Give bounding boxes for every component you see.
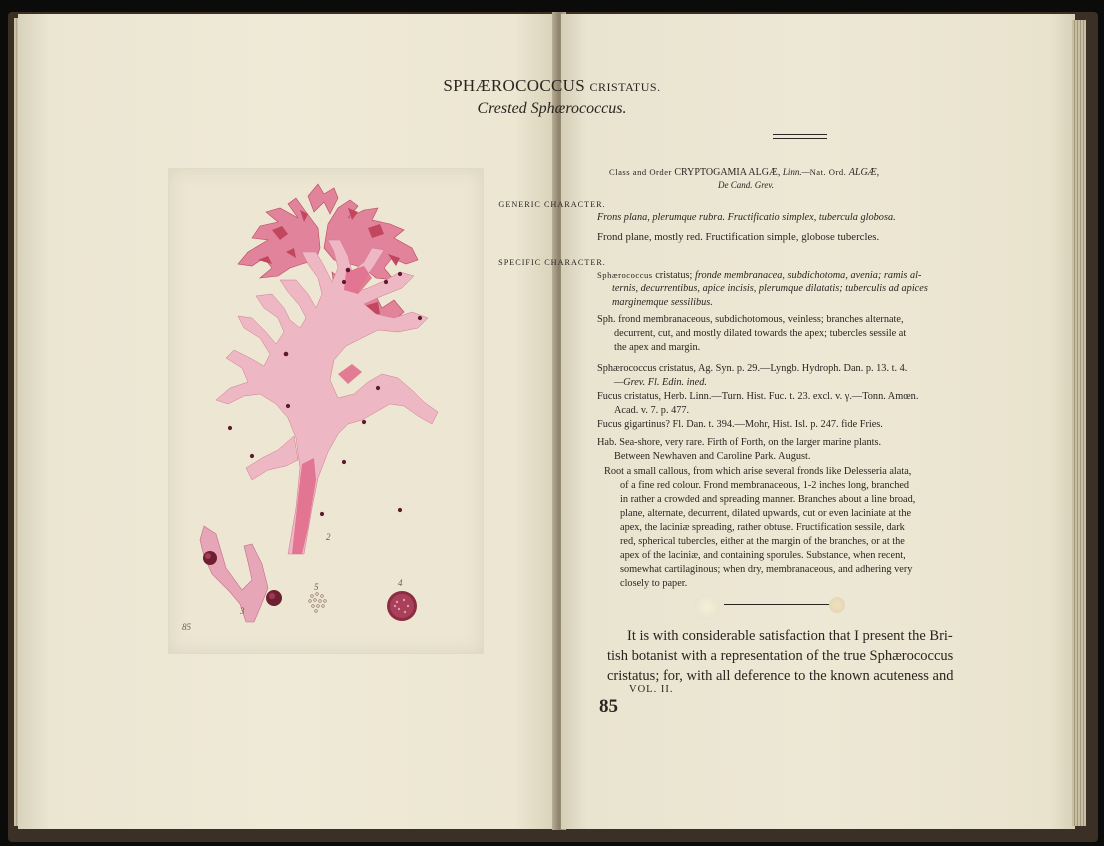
intro-line-3: cristatus; for, with all deference to the known acuteness and [607, 668, 954, 684]
description-line-9: closely to paper. [620, 578, 688, 589]
specific-english-line-1: Sph. frond membranaceous, subdichotomous, veinless; branches alternate, [597, 314, 904, 325]
seaweed-illustration [168, 168, 482, 652]
synonym-line-3: Fucus cristatus, Herb. Linn.—Turn. Hist. Fuc. t. 23. excl. v. γ.—Tonn. Amœn. [597, 391, 919, 402]
figure-5-label: 5 [314, 582, 319, 592]
volume-signature: VOL. II. [629, 684, 674, 695]
synonym-line-2: —Grev. Fl. Edin. ined. [614, 377, 707, 388]
intro-line-1: It is with considerable satisfaction that I present the Bri- [627, 628, 953, 644]
classification-line: Class and Order CRYPTOGAMIA ALGÆ, Linn.—Nat. Ord. ALGÆ, [609, 167, 880, 178]
right-page-edges [1072, 20, 1086, 826]
figure-5-sporules [309, 593, 327, 613]
specific-character-heading: SPECIFIC CHARACTER. [498, 258, 606, 267]
section-rule [724, 604, 830, 605]
figure-4-label: 4 [398, 578, 403, 588]
figure-4-section [387, 591, 417, 621]
synonym-line-5: Fucus gigartinus? Fl. Dan. t. 394.—Mohr, Hist. Isl. p. 247. fide Fries. [597, 419, 883, 430]
generic-character-heading: GENERIC CHARACTER. [498, 200, 606, 209]
classification-authority: De Cand. Grev. [718, 180, 774, 190]
figure-2-label: 2 [326, 532, 331, 542]
page-number: 85 [599, 696, 618, 717]
page-title: SPHÆROCOCCUS CRISTATUS. [443, 76, 661, 95]
paper-spot-right [829, 597, 845, 613]
title-rule-2 [773, 138, 827, 139]
specific-latin-line-3: marginemque sessilibus. [612, 297, 713, 308]
synonym-line-4: Acad. v. 7. p. 477. [614, 405, 690, 416]
specific-latin-line-1: Sphærococcus cristatus; fronde membranacea, subdichotoma, avenia; ramis al- [597, 270, 922, 281]
description-line-2: of a fine red colour. Frond membranaceous, 1-2 inches long, branched [620, 480, 910, 491]
figure-3-branch [200, 526, 268, 622]
description-line-3: in rather a crowded and spreading manner. Branches about a line broad, [620, 494, 916, 505]
title-rule [773, 134, 827, 135]
description-line-6: red, spherical tubercles, either at the margin of the branches, or at the [620, 536, 905, 547]
specific-latin-line-2: ternis, decurrentibus, apice incisis, plerumque dilatatis; tuberculis ad apices [612, 283, 928, 294]
habitat-line-1: Hab. Sea-shore, very rare. Firth of Forth, on the larger marine plants. [597, 437, 882, 448]
intro-line-2: tish botanist with a representation of the true Sphærococcus [607, 648, 954, 664]
specific-english-line-2: decurrent, cut, and mostly dilated towards the apex; tubercles sessile at [614, 328, 907, 339]
generic-character-english: Frond plane, mostly red. Fructification simple, globose tubercles. [597, 231, 880, 243]
synonym-line-1: Sphærococcus cristatus, Ag. Syn. p. 29.—Lyngb. Hydroph. Dan. p. 13. t. 4. [597, 363, 908, 374]
figure-2-frond [216, 240, 438, 554]
paper-spot-left [694, 594, 720, 620]
description-line-5: apex, the laciniæ spreading, rather obtuse. Fructification sessile, dark [620, 522, 905, 533]
figure-3-label: 3 [240, 606, 245, 616]
description-line-7: apex of the laciniæ, and containing sporules. Substance, when recent, [620, 550, 906, 561]
description-line-4: plane, alternate, decurrent, dilated upwards, cut or even laciniate at the [620, 508, 912, 519]
common-name: Crested Sphærococcus. [477, 100, 627, 117]
generic-character-latin: Frons plana, plerumque rubra. Fructificatio simplex, tubercula globosa. [597, 212, 896, 223]
plate-number: 85 [182, 622, 191, 632]
description-line-8: somewhat cartilaginous; when dry, membranaceous, and adhering very [620, 564, 913, 575]
specific-english-line-3: the apex and margin. [614, 342, 701, 353]
habitat-line-2: Between Newhaven and Caroline Park. August. [614, 451, 811, 462]
description-line-1: Root a small callous, from which arise several fronds like Delesseria alata, [604, 466, 912, 477]
